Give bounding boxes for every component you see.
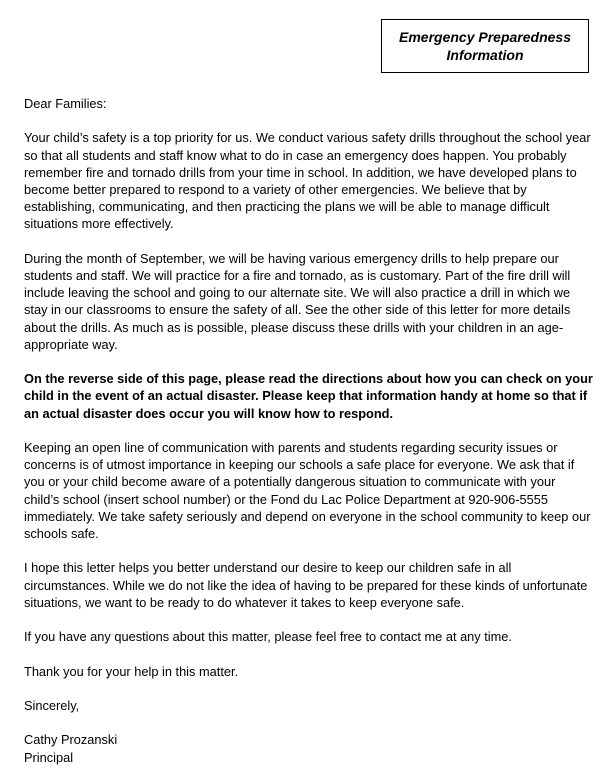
title-line-1: Emergency Preparedness xyxy=(399,29,571,45)
paragraph-questions: If you have any questions about this matter, please feel free to contact me at any time. xyxy=(24,629,512,645)
closing: Sincerely, xyxy=(24,697,80,713)
paragraph-reverse-side-notice: On the reverse side of this page, please read the directions about how you can check on your child in the event of an actual disaster. Please keep that information handy at home so that if an actual disaster does occur you will know how to respond. xyxy=(24,371,593,421)
salutation: Dear Families: xyxy=(24,96,107,111)
paragraph-hope: I hope this letter helps you better understand our desire to keep our children safe in all circumstances. While we do not like the idea of having to be prepared for these kinds of unfortunate situations, we want to be ready to do whatever it takes to keep everyone safe. xyxy=(24,560,588,610)
signer-name: Cathy Prozanski xyxy=(24,732,118,748)
paragraph-communication: Keeping an open line of communication with parents and students regarding security issues or concerns is of utmost importance in keeping our schools a safe place for everyone. We ask that if you or your child become aware of a potentially dangerous situation to communicate with your child’s school (insert school number) or the Fond du Lac Police Department at 920-906-5555 immediately. We take safety seriously and depend on everyone in the school community to keep our schools safe. xyxy=(24,440,591,542)
signer-title: Principal xyxy=(24,749,74,765)
paragraph-safety-priority: Your child’s safety is a top priority for us. We conduct various safety drills throughout the school year so that all students and staff know what to do in case an emergency does happen. You probably remember fire and tornado drills from your time in school. In addition, we have developed plans to become better prepared to respond to a variety of other emergencies. We believe that by establishing, communicating, and then practicing the plans we will be able to manage difficult situations more effectively. xyxy=(24,130,591,232)
title-box xyxy=(381,19,589,73)
paragraph-thanks: Thank you for your help in this matter. xyxy=(24,663,239,679)
letter-body xyxy=(24,95,594,766)
title-line-2: Information xyxy=(446,47,524,63)
paragraph-september-drills: During the month of September, we will be having various emergency drills to help prepare our students and staff. We will practice for a fire and tornado, as is customary. Part of the fire drill will include leaving the school and going to our alternate site. We will also practice a drill in which we stay in our classrooms to ensure the safety of all. See the other side of this letter for more details about the drills. As much as is possible, please discuss these drills with your children in an age-appropriate way. xyxy=(24,250,571,352)
